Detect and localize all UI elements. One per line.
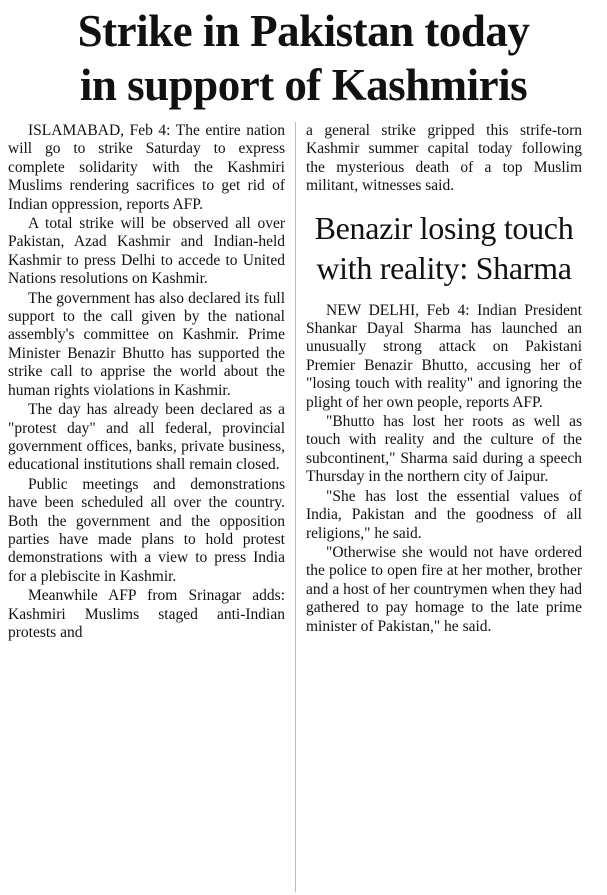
story-1-paragraph: The government has also declared its full support to the call given by the national assembly's committee on Kashmir. Prime Minister Benazir Bhutto has supported the strike call to apprise the world about the human rights violations in Kashmir. [8, 289, 285, 399]
story-1-paragraph: A total strike will be observed all over Pakistan, Azad Kashmir and Indian-held Kashmir to press Delhi to accede to United Nations resolutions on Kashmir. [8, 215, 285, 288]
story-2-paragraph: "She has lost the essential values of India, Pakistan and the goodness of all religions," he said. [306, 487, 582, 542]
story-1-paragraph: Meanwhile AFP from Srinagar adds: Kashmiri Muslims staged anti-Indian protests and [8, 587, 285, 641]
main-headline [0, 0, 607, 112]
right-column [306, 122, 582, 892]
story-2-paragraph: NEW DELHI, Feb 4: Indian President Shankar Dayal Sharma has launched an unusually strong attack on Pakistani Premier Benazir Bhutto, accusing her of "losing touch with reality" and ignoring the plight of her own people, reports AFP. [306, 301, 582, 411]
main-headline-line-1: Strike in Pakistan today [77, 6, 530, 56]
story-1-column [8, 122, 285, 892]
main-headline-line-2: in support of Kashmiris [79, 60, 528, 110]
story-2-headline: Benazir losing touch with reality: Sharma [314, 209, 574, 286]
story-2-paragraph: "Otherwise she would not have ordered the police to open fire at her mother, brother and a host of her countrymen when they had gathered to pay homage to the late prime minister of Pakistan," he said. [306, 543, 582, 635]
story-1-continuation: a general strike gripped this strife-torn Kashmir summer capital today following the mysterious death of a top Muslim militant, witnesses said. [306, 122, 582, 195]
story-1-paragraph: ISLAMABAD, Feb 4: The entire nation will go to strike Saturday to express complete solidarity with the Kashmiri Muslims rendering sacrifices to get rid of Indian oppression, reports AFP. [8, 122, 285, 213]
story-2-paragraph: "Bhutto has lost her roots as well as touch with reality and the culture of the subcontinent," Sharma said during a speech Thursday in the northern city of Jaipur. [306, 413, 582, 486]
story-1-paragraph: The day has already been declared as a "protest day" and all federal, provincial government offices, banks, private business, educational institutions shall remain closed. [8, 401, 285, 474]
story-1-paragraph: Public meetings and demonstrations have been scheduled all over the country. Both the government and the opposition parties have made plans to hold protest demonstrations with a view to press India for a plebiscite in Kashmir. [8, 475, 285, 585]
column-divider [295, 122, 296, 892]
